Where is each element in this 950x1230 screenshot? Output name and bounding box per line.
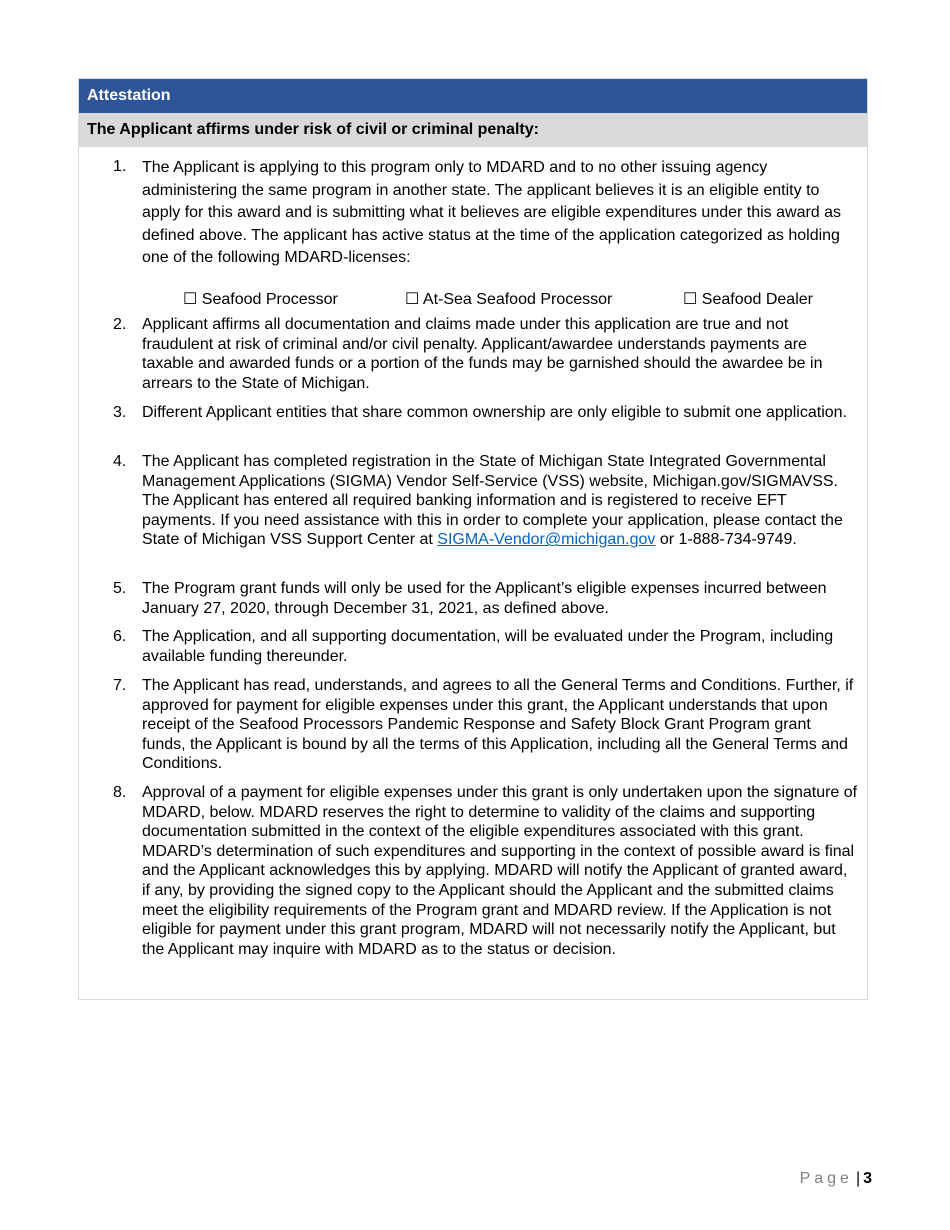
option-label: Seafood Processor	[201, 291, 338, 308]
list-item	[113, 157, 858, 270]
item-text: The Program grant funds will only be used for the Applicant’s eligible expenses incurred between January 27, 2020, through December 31, 2021, as defined above.	[142, 580, 827, 617]
item-number: 4.	[113, 453, 127, 470]
list-item	[113, 403, 858, 423]
item-text: The Applicant has read, understands, and agrees to all the General Terms and Conditions. Further, if approved for payment for eligible expenses under this grant, the Applicant understands that upon receipt of the Seafood Processors Pandemic Response and Safety Block Grant Program grant funds, the Applicant is bound by all the terms of this Application, including all the General Terms and Conditions.	[142, 677, 854, 773]
option-label: Seafood Dealer	[701, 291, 813, 308]
item-text: The Application, and all supporting documentation, will be evaluated under the Program, including available funding thereunder.	[142, 628, 834, 665]
page-label: Page	[799, 1170, 853, 1187]
item-text: Applicant affirms all documentation and claims made under this application are true and not fraudulent at risk of criminal and/or civil penalty. Applicant/awardee understands payments are taxable and awarded funds or a portion of the funds may be garnished should the awardee be in arrears to the State of Michigan.	[142, 316, 823, 392]
license-option-seafood-dealer[interactable]	[683, 289, 813, 309]
item-number: 2.	[113, 316, 127, 333]
page-separator: |	[855, 1170, 861, 1187]
item-text-after: or 1-888-734-9749.	[655, 531, 797, 549]
item-number: 8.	[113, 784, 127, 801]
item-text: Different Applicant entities that share common ownership are only eligible to submit one application.	[142, 404, 847, 421]
list-item	[113, 315, 858, 393]
item-number: 5.	[113, 580, 127, 597]
section-subheader: The Applicant affirms under risk of civil or criminal penalty:	[79, 113, 867, 147]
section-header: Attestation	[79, 79, 867, 113]
license-option-seafood-processor[interactable]	[183, 289, 338, 309]
sigma-vendor-email-link[interactable]: SIGMA-Vendor@michigan.gov	[437, 531, 656, 549]
checkbox-icon[interactable]: ☐	[405, 291, 420, 308]
list-item	[113, 676, 858, 774]
list-item	[113, 452, 858, 550]
item-text: The Applicant is applying to this program only to MDARD and to no other issuing agency administering the same program in another state. The applicant believes it is an eligible entity to apply for this award and is submitting what it believes are eligible expenditures under this award as defined above. The applicant has active status at the time of the application categorized as holding one of the following MDARD-licenses:	[142, 159, 842, 267]
item-text: Approval of a payment for eligible expenses under this grant is only undertaken upon the signature of MDARD, below. MDARD reserves the right to determine to validity of the claims and supporting documentation submitted in the context of the eligible expenditures associated with this grant. MDARD’s determination of such expenditures and supporting in the context of possible award is final and the Applicant acknowledges this by applying. MDARD will notify the Applicant of granted award, if any, by providing the signed copy to the Applicant should the Applicant and the submitted claims meet the eligibility requirements of the Program grant and MDARD review. If the Application is not eligible for payment under this grant program, MDARD will not necessarily notify the Applicant, but the Applicant may inquire with MDARD as to the status or decision.	[142, 784, 858, 958]
item-number: 6.	[113, 628, 127, 645]
license-option-at-sea-seafood-processor[interactable]	[405, 289, 612, 309]
item-number: 7.	[113, 677, 127, 694]
list-item	[113, 579, 858, 618]
list-item	[113, 783, 858, 959]
item-number: 1.	[113, 158, 127, 175]
checkbox-icon[interactable]: ☐	[683, 291, 698, 308]
checkbox-icon[interactable]: ☐	[183, 291, 198, 308]
option-label: At-Sea Seafood Processor	[422, 291, 613, 308]
page-number-footer	[800, 1170, 872, 1188]
item-number: 3.	[113, 404, 127, 421]
page-number: 3	[863, 1170, 872, 1187]
item-text	[142, 452, 858, 550]
list-item	[113, 627, 858, 666]
item-text-before: The Applicant has completed registration in the State of Michigan State Integrated Governmental Management Applications (SIGMA) Vendor Self-Service (VSS) website, Michigan.gov/SIGMAVSS. The Applicant has entered all required banking information and is registered to receive EFT payments. If you need assistance with this in order to complete your application, please contact the State of Michigan VSS Support Center at	[142, 453, 843, 549]
attestation-section	[78, 78, 868, 1000]
